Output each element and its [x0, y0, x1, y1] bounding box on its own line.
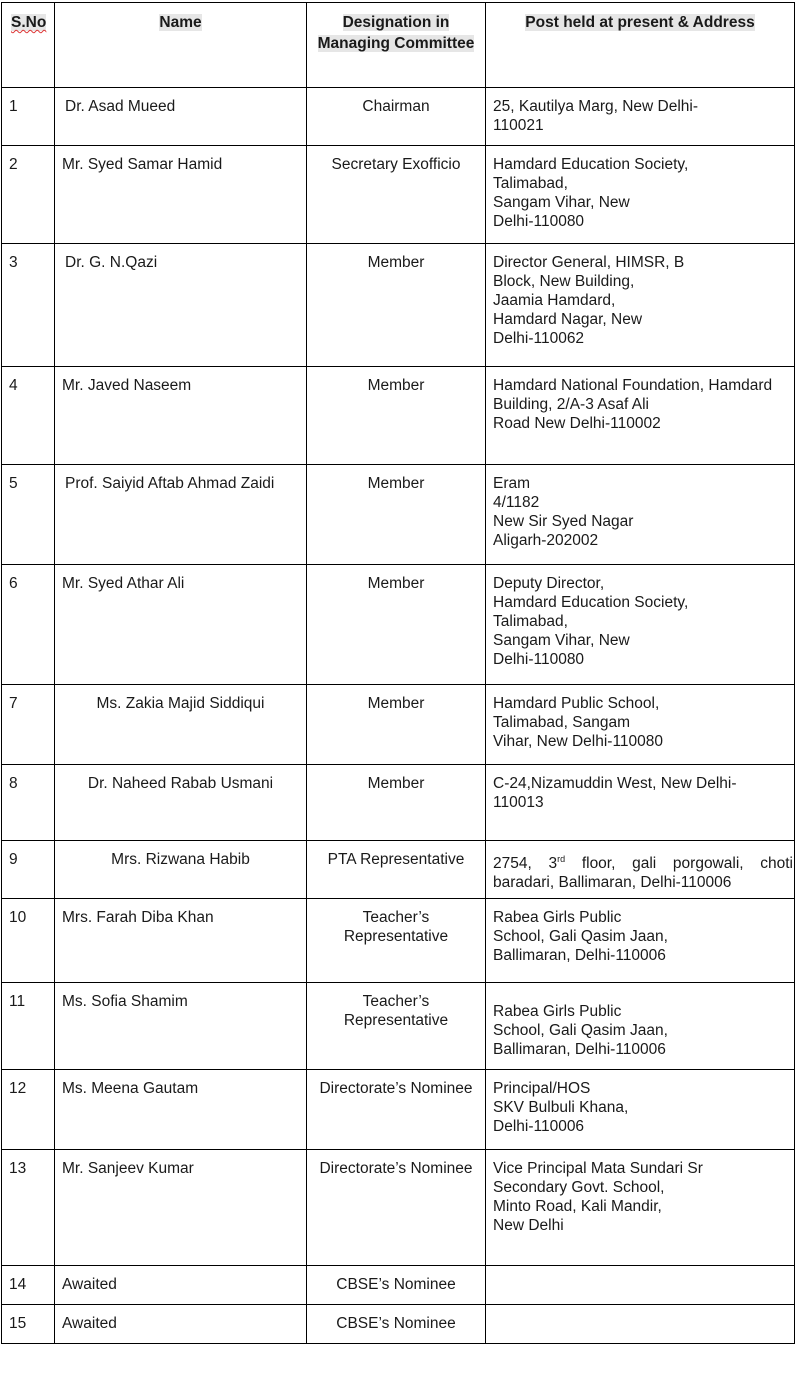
- cell-designation: Directorate’s Nominee: [307, 1070, 486, 1150]
- cell-sno: 11: [2, 983, 55, 1070]
- cell-sno: 3: [2, 244, 55, 367]
- cell-sno: 2: [2, 146, 55, 244]
- table-row: [2, 983, 795, 1070]
- cell-name: Mrs. Rizwana Habib: [55, 841, 307, 899]
- address-superscript: rd: [557, 854, 566, 864]
- table-row: [2, 1150, 795, 1266]
- cell-designation: Chairman: [307, 88, 486, 146]
- table-row: [2, 465, 795, 565]
- table-row: [2, 841, 795, 899]
- cell-designation: Member: [307, 565, 486, 685]
- table-row: [2, 565, 795, 685]
- cell-sno: 9: [2, 841, 55, 899]
- cell-designation: Teacher’s Representative: [307, 983, 486, 1070]
- header-address: Post held at present & Address: [486, 3, 795, 88]
- table-row: [2, 1266, 795, 1305]
- cell-address: Hamdard Public School, Talimabad, Sangam Vihar, New Delhi-110080: [486, 685, 795, 765]
- cell-designation: CBSE’s Nominee: [307, 1305, 486, 1344]
- cell-sno: 8: [2, 765, 55, 841]
- cell-name: Ms. Zakia Majid Siddiqui: [55, 685, 307, 765]
- table-row: [2, 244, 795, 367]
- cell-name: Dr. Naheed Rabab Usmani: [55, 765, 307, 841]
- table-row: [2, 88, 795, 146]
- cell-address: [486, 1150, 795, 1266]
- cell-address: Rabea Girls Public School, Gali Qasim Jaan, Ballimaran, Delhi-110006: [486, 899, 795, 983]
- cell-address: Eram 4/1182 New Sir Syed Nagar Aligarh-202002: [486, 465, 795, 565]
- cell-sno: 12: [2, 1070, 55, 1150]
- table-row: [2, 1070, 795, 1150]
- cell-name: Awaited: [55, 1266, 307, 1305]
- cell-address: C-24,Nizamuddin West, New Delhi- 110013: [486, 765, 795, 841]
- table-row: [2, 899, 795, 983]
- header-name: Name: [55, 3, 307, 88]
- cell-sno: 7: [2, 685, 55, 765]
- cell-name: Mr. Sanjeev Kumar: [55, 1150, 307, 1266]
- cell-designation: CBSE’s Nominee: [307, 1266, 486, 1305]
- cell-sno: 10: [2, 899, 55, 983]
- cell-name: Mr. Syed Athar Ali: [55, 565, 307, 685]
- cell-designation: Teacher’s Representative: [307, 899, 486, 983]
- cell-sno: 15: [2, 1305, 55, 1344]
- cell-address: [486, 841, 795, 899]
- cell-name: Ms. Meena Gautam: [55, 1070, 307, 1150]
- cell-name: Ms. Sofia Shamim: [55, 983, 307, 1070]
- cell-address: Hamdard National Foundation, Hamdard Building, 2/A-3 Asaf Ali Road New Delhi-110002: [486, 367, 795, 465]
- cell-address: [486, 1305, 795, 1344]
- cell-name: Awaited: [55, 1305, 307, 1344]
- cell-address: Director General, HIMSR, B Block, New Building, Jaamia Hamdard, Hamdard Nagar, New Delhi-110062: [486, 244, 795, 367]
- cell-designation: Directorate’s Nominee: [307, 1150, 486, 1266]
- cell-address: Deputy Director, Hamdard Education Society, Talimabad, Sangam Vihar, New Delhi-110080: [486, 565, 795, 685]
- cell-address: Principal/HOS SKV Bulbuli Khana, Delhi-110006: [486, 1070, 795, 1150]
- table-row: [2, 1305, 795, 1344]
- table-row: [2, 685, 795, 765]
- cell-designation: Member: [307, 465, 486, 565]
- table-row: [2, 146, 795, 244]
- cell-address: Rabea Girls Public School, Gali Qasim Jaan, Ballimaran, Delhi-110006: [486, 983, 795, 1070]
- cell-designation: Member: [307, 765, 486, 841]
- cell-name: Dr. Asad Mueed: [55, 88, 307, 146]
- table-row: [2, 765, 795, 841]
- cell-address: Hamdard Education Society, Talimabad, Sangam Vihar, New Delhi-110080: [486, 146, 795, 244]
- cell-address: [486, 1266, 795, 1305]
- address-part: floor, gali porgowali, choti baradari, Ballimaran, Delhi-110006: [493, 855, 793, 892]
- address-part: 2754, 3: [493, 855, 558, 873]
- cell-sno: 4: [2, 367, 55, 465]
- cell-sno: 5: [2, 465, 55, 565]
- address-line: Vice Principal Mata Sundari Sr: [493, 1160, 703, 1177]
- cell-sno: 13: [2, 1150, 55, 1266]
- address-line: Secondary Govt. School, Minto Road, Kali Mandir, New Delhi: [493, 1179, 665, 1234]
- cell-designation: Member: [307, 367, 486, 465]
- table-row: [2, 367, 795, 465]
- cell-designation: Secretary Exofficio: [307, 146, 486, 244]
- cell-name: Mrs. Farah Diba Khan: [55, 899, 307, 983]
- cell-sno: 14: [2, 1266, 55, 1305]
- cell-address: 25, Kautilya Marg, New Delhi- 110021: [486, 88, 795, 146]
- cell-designation: Member: [307, 685, 486, 765]
- header-sno: S.No: [2, 3, 55, 88]
- cell-designation: PTA Representative: [307, 841, 486, 899]
- cell-name: Mr. Syed Samar Hamid: [55, 146, 307, 244]
- cell-sno: 1: [2, 88, 55, 146]
- cell-name: Dr. G. N.Qazi: [55, 244, 307, 367]
- cell-sno: 6: [2, 565, 55, 685]
- cell-designation: Member: [307, 244, 486, 367]
- table-header-row: [2, 3, 795, 88]
- managing-committee-table: [1, 2, 795, 1344]
- header-designation: Designation in Managing Committee: [307, 3, 486, 88]
- cell-name: Prof. Saiyid Aftab Ahmad Zaidi: [55, 465, 307, 565]
- cell-name: Mr. Javed Naseem: [55, 367, 307, 465]
